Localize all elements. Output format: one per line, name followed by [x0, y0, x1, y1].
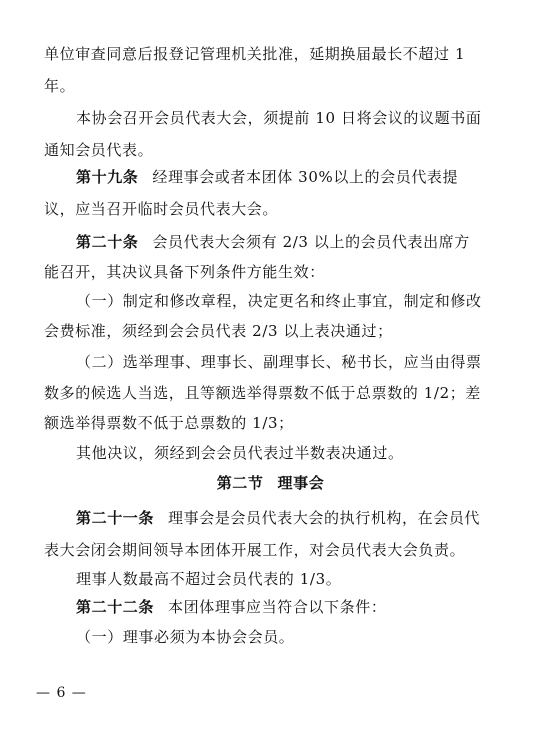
- section-title: 理事会: [277, 474, 325, 492]
- body-line: 单位审查同意后报登记管理机关批准，延期换届最长不超过 1: [44, 45, 466, 63]
- page-number: — 6 —: [36, 685, 87, 701]
- article-text: 理事会是会员代表大会的执行机构，在会员代: [168, 509, 481, 527]
- article-21: [76, 508, 498, 528]
- article-number: 第二十条: [76, 233, 139, 251]
- article-20: [76, 232, 498, 252]
- body-line: 年。: [44, 77, 76, 95]
- article-text: 本团体理事应当符合以下条件：: [168, 598, 387, 616]
- list-item: （一）理事必须为本协会会员。: [76, 628, 295, 646]
- body-line: 表大会闭会期间领导本团体开展工作，对会员代表大会负责。: [44, 541, 466, 559]
- body-line: 数多的候选人当选，且等额选举得票数不低于总票数的 1/2；差: [44, 384, 481, 402]
- article-19: [76, 167, 498, 187]
- article-text: 会员代表大会须有 2/3 以上的会员代表出席方: [152, 233, 470, 251]
- section-heading: [0, 473, 541, 493]
- article-text: 经理事会或者本团体 30%以上的会员代表提: [152, 168, 459, 186]
- list-item: （二）选举理事、理事长、副理事长、秘书长，应当由得票: [76, 353, 482, 371]
- body-line: 其他决议，须经到会会员代表过半数表决通过。: [76, 444, 404, 462]
- body-line: 本协会召开会员代表大会，须提前 10 日将会议的议题书面: [76, 109, 482, 127]
- article-number: 第二十二条: [76, 598, 155, 616]
- article-number: 第十九条: [76, 168, 139, 186]
- body-line: 议，应当召开临时会员代表大会。: [44, 200, 279, 218]
- body-line: 通知会员代表。: [44, 141, 154, 159]
- article-22: [76, 597, 498, 617]
- article-number: 第二十一条: [76, 509, 155, 527]
- body-line: 理事人数最高不超过会员代表的 1/3。: [76, 570, 342, 588]
- body-line: 能召开，其决议具备下列条件方能生效：: [44, 263, 325, 281]
- body-line: 会费标准，须经到会会员代表 2/3 以上表决通过；: [44, 322, 393, 340]
- body-line: 额选举得票数不低于总票数的 1/3；: [44, 414, 294, 432]
- section-number: 第二节: [216, 474, 264, 492]
- list-item: （一）制定和修改章程，决定更名和终止事宜，制定和修改: [76, 292, 482, 310]
